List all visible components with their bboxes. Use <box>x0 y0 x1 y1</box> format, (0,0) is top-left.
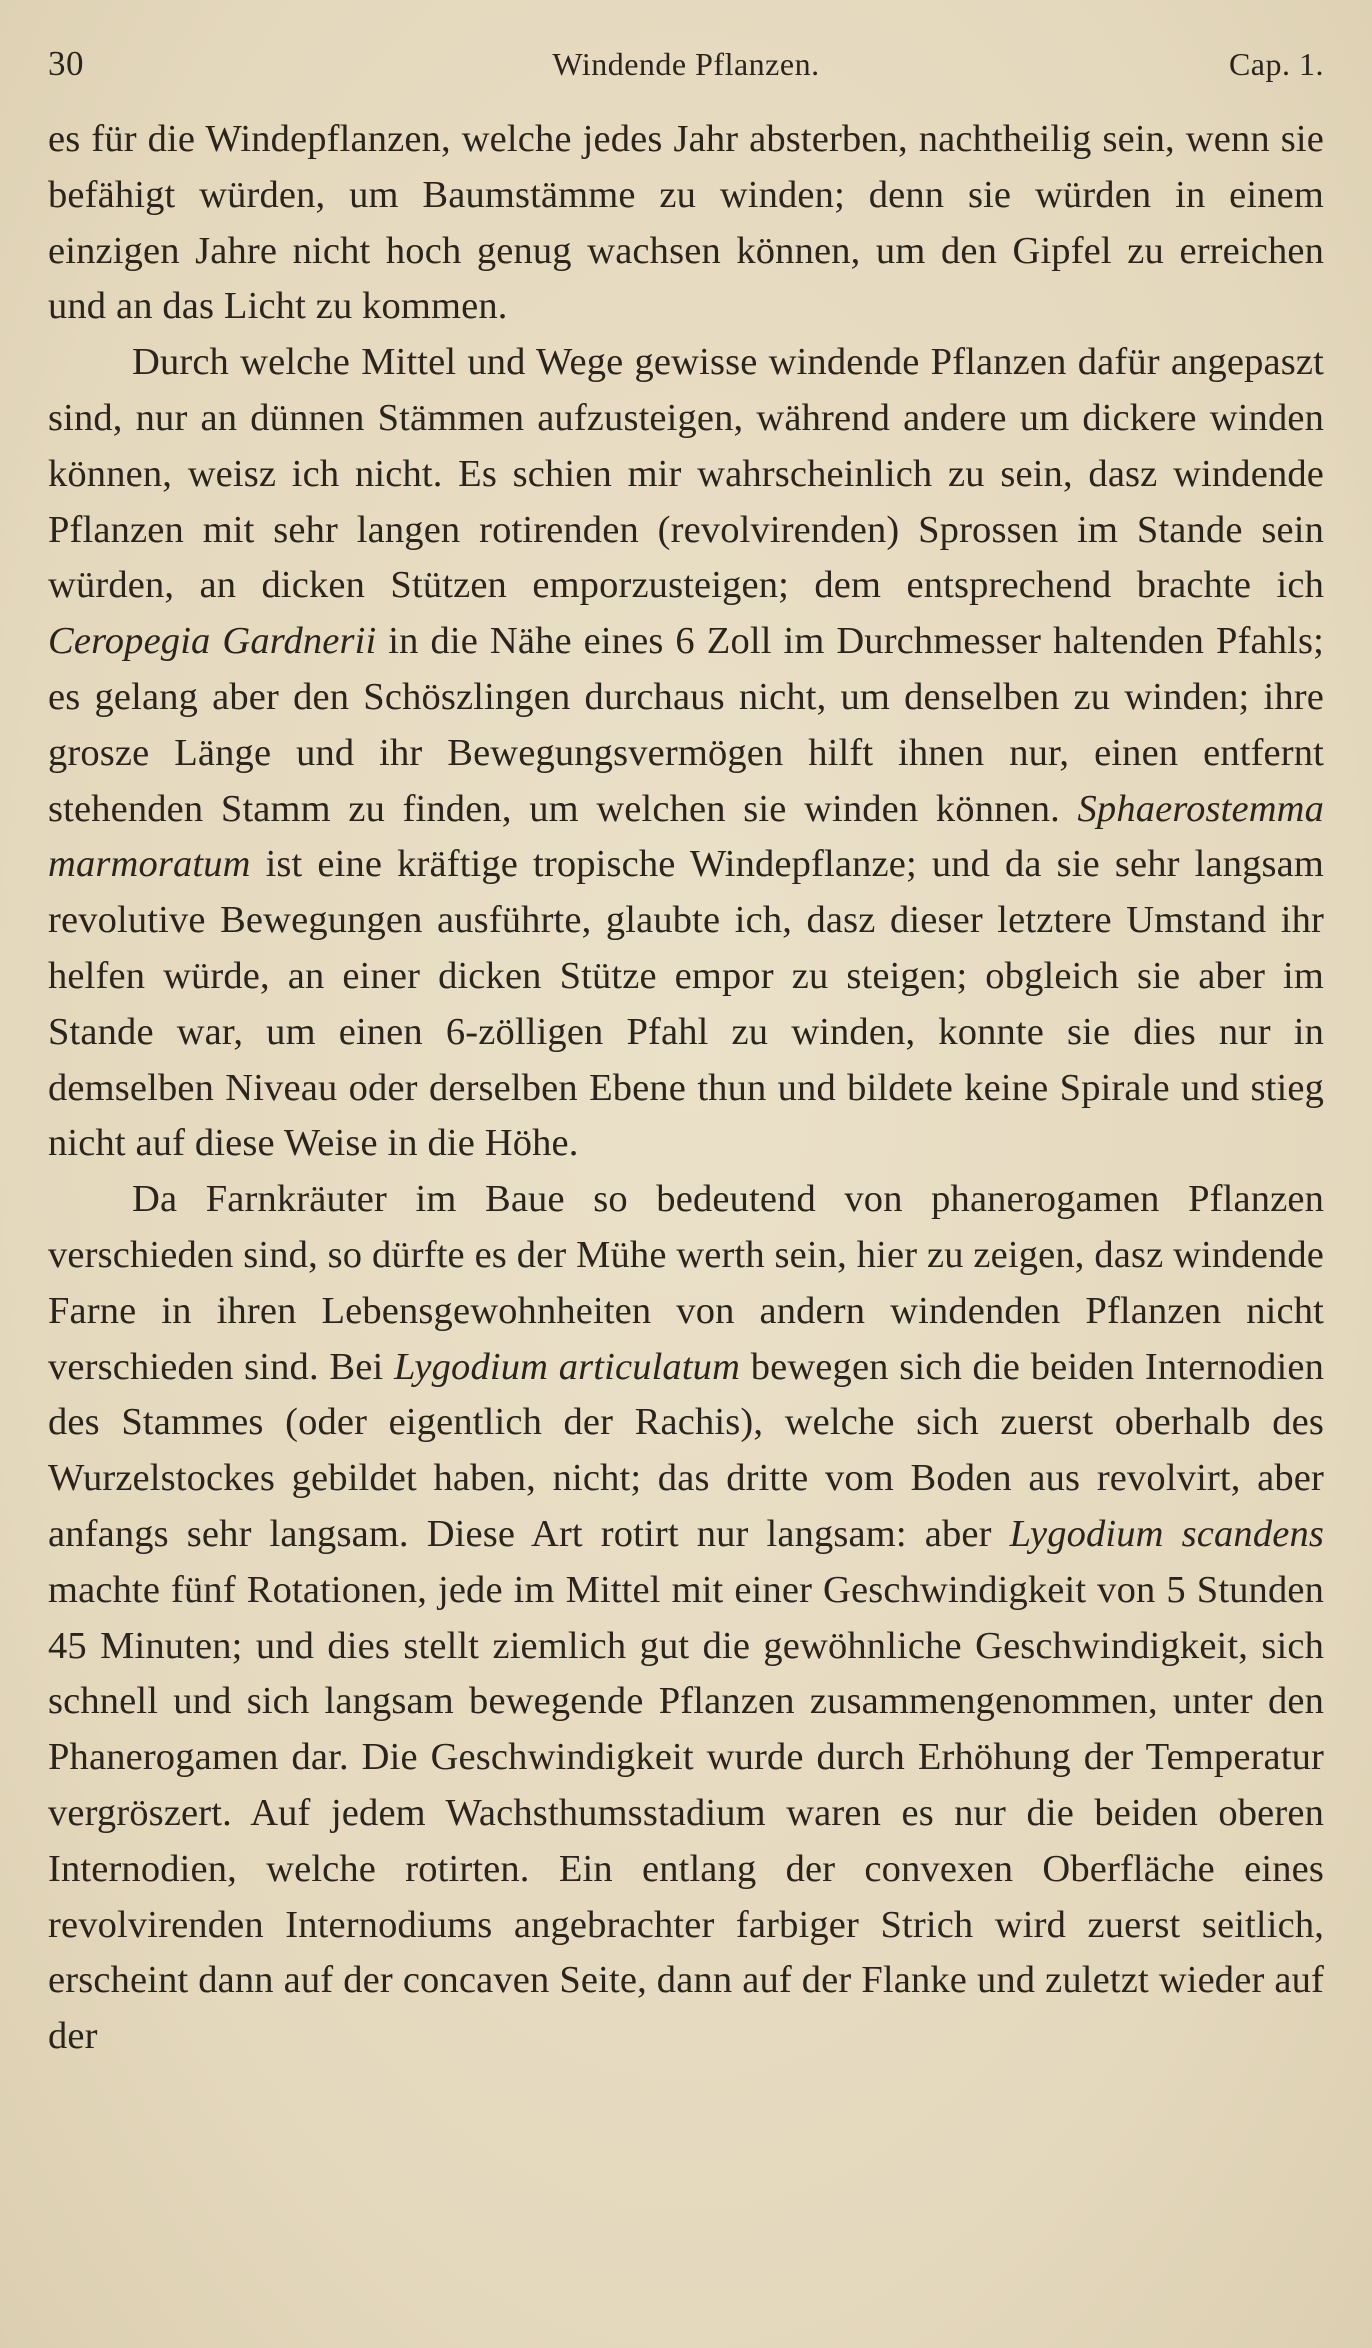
paragraph-2 <box>48 335 1324 1172</box>
species-name: Sphaerostemma marmoratum <box>48 787 1324 886</box>
text-segment: ist eine kräftige tropische Windepflanze; und da sie sehr langsam revolutive Bewegungen ausführte, glaubte ich, dasz dieser letztere Umstand ihr helfen würde, an einer dicken Stütze empor zu steigen; obgleich sie aber im Stande war, um einen 6-zölligen Pfahl zu winden, konnte sie dies nur in demselben Niveau oder derselben Ebene thun und bildete keine Spirale und stieg nicht auf diese Weise in die Höhe. <box>48 843 1324 1165</box>
body-text <box>48 112 1324 2065</box>
species-name: Lygodium scandens <box>1009 1512 1324 1555</box>
chapter-label: Cap. 1. <box>1228 46 1324 82</box>
text-segment: machte fünf Rotationen, jede im Mittel mit einer Geschwindigkeit von 5 Stunden 45 Minuten; und dies stellt ziemlich gut die gewöhnliche Geschwindigkeit, sich schnell und sich langsam bewegende Pflanzen zusammengenommen, unter den Phanerogamen dar. Die Geschwindigkeit wurde durch Erhöhung der Temperatur vergröszert. Auf jedem Wachsthumsstadium waren es nur die beiden oberen Internodien, welche rotirten. Ein entlang der convexen Oberfläche eines revolvirenden Internodiums angebrachter farbiger Strich wird zuerst seitlich, erscheint dann auf der concaven Seite, dann auf der Flanke und zuletzt wieder auf der <box>48 1568 1324 2058</box>
text-segment: Durch welche Mittel und Wege gewisse windende Pflanzen dafür angepaszt sind, nur an dünnen Stämmen aufzusteigen, während andere um dickere winden können, weisz ich nicht. Es schien mir wahrscheinlich zu sein, dasz windende Pflanzen mit sehr langen rotirenden (revolvirenden) Sprossen im Stande sein würden, an dicken Stützen emporzusteigen; dem entsprechend brachte ich <box>48 341 1324 607</box>
running-title: Windende Pflanzen. <box>552 46 820 82</box>
paragraph-1 <box>48 112 1324 335</box>
text-segment: in die Nähe eines 6 Zoll im Durchmesser haltenden Pfahls; es gelang aber den Schöszlingen durchaus nicht, um denselben zu winden; ihre grosze Länge und ihr Bewegungsvermögen hilft ihnen nur, einen entfernt stehenden Stamm zu finden, um welchen sie winden können. <box>48 620 1325 830</box>
text-segment: bewegen sich die beiden Internodien des Stammes (oder eigentlich der Rachis), welche sich zuerst oberhalb des Wurzelstockes gebildet haben, nicht; das dritte vom Boden aus revolvirt, aber anfangs sehr langsam. Diese Art rotirt nur langsam: aber <box>48 1345 1325 1555</box>
text-segment: es für die Windepflanzen, welche jedes Jahr absterben, nachtheilig sein, wenn sie befähigt würden, um Baumstämme zu winden; denn sie würden in einem einzigen Jahre nicht hoch genug wachsen können, um den Gipfel zu erreichen und an das Licht zu kommen. <box>48 118 1324 328</box>
text-segment: Da Farnkräuter im Baue so bedeutend von phanerogamen Pflanzen verschieden sind, so dürfte es der Mühe werth sein, hier zu zeigen, dasz windende Farne in ihren Lebensgewohnheiten von andern windenden Pflanzen nicht verschieden sind. Bei <box>48 1178 1324 1388</box>
species-name: Lygodium articulatum <box>394 1345 741 1388</box>
paragraph-3 <box>48 1172 1324 2065</box>
running-header <box>48 40 1324 92</box>
species-name: Ceropegia Gardnerii <box>48 620 377 663</box>
page-number: 30 <box>48 44 84 83</box>
